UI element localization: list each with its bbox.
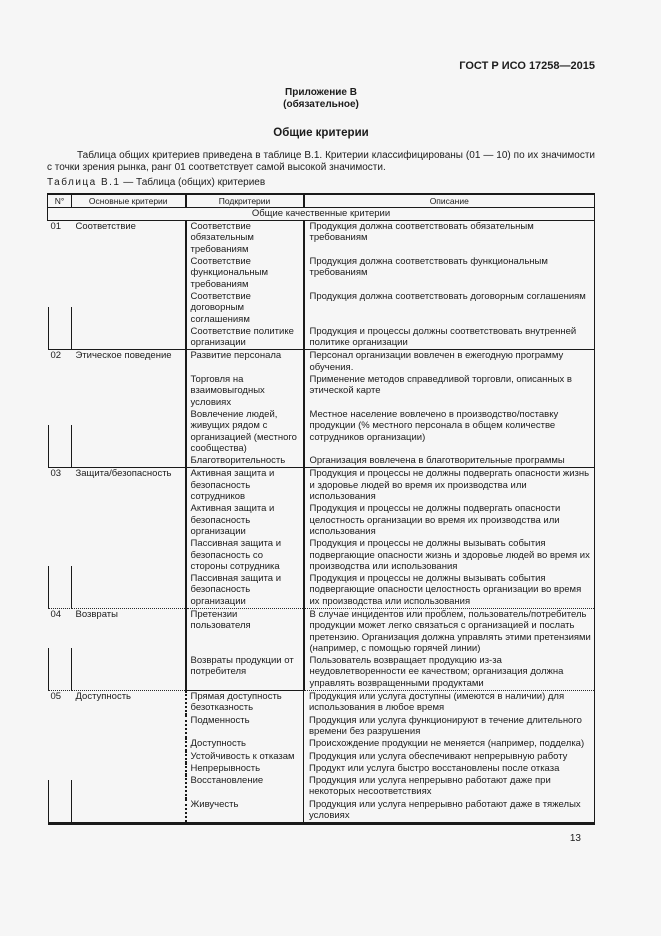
table-row [48, 691, 595, 715]
criterion-cell: Возвраты [72, 608, 186, 690]
subcriterion-cell: Соответствие функциональным требованиям [186, 256, 304, 291]
description-cell: Продукция должна соответствовать договорным соглашениям [309, 290, 586, 302]
subcriterion-cell: Претензии пользователя [186, 608, 304, 655]
page-number: 13 [569, 833, 581, 845]
criteria-table-header-row [48, 194, 595, 208]
description-cell: Продукция или услуга непрерывно работают даже при некоторых несоответствиях [309, 775, 551, 798]
subcriterion-cell: Соответствие договорным соглашениям [186, 291, 304, 326]
table-row [48, 350, 595, 374]
annex-title-block [47, 87, 595, 111]
column-header-3: Подкритерии [186, 194, 304, 208]
description-cell: Продукция должна соответствовать функциональным требованиям [309, 256, 548, 279]
subcriterion-cell: Благотворительность [186, 455, 304, 468]
description-cell: Продукция и процессы не должны вызывать события подвергающие опасности целостность организации во время их производства или использования [309, 573, 582, 607]
description-cell: Продукция и процессы должны соответствовать внутренней политике организации [309, 325, 577, 349]
subcriterion-cell: Активная защита и безопасность сотрудников [186, 468, 304, 503]
table-row [48, 468, 595, 503]
description-cell: Продукция и процессы не должны подвергать опасности целостность организации во время их производства или использования [309, 503, 561, 537]
table-section-row [48, 208, 595, 221]
annex-title: Приложение В [285, 87, 357, 98]
subcriterion-cell: Вовлечение людей, живущих рядом с организацией (местного сообщества) [186, 409, 304, 455]
description-cell: Продукция и процессы не должны подвергать опасности жизнь и здоровье людей во время их производства или использования [304, 468, 595, 503]
subcriterion-cell: Непрерывность [186, 763, 304, 775]
section-title: Общие критерии [273, 127, 369, 139]
description-cell: Продукция должна соответствовать обязательным требованиям [309, 221, 534, 244]
subcriterion-cell: Пассивная защита и безопасность организации [186, 573, 304, 608]
description-cell: Персонал организации вовлечен в ежегодную программу обучения. [304, 350, 595, 374]
subcriterion-cell: Пассивная защита и безопасность со стороны сотрудника [186, 538, 304, 573]
table-caption [47, 176, 595, 189]
subcriterion-cell: Доступность [186, 738, 304, 750]
subcriterion-cell: Торговля на взаимовыгодных условиях [186, 374, 304, 409]
description-cell: Продукция или услуга доступны (имеются в наличии) для использования в любое время [304, 691, 595, 715]
subcriterion-cell: Соответствие обязательным требованиям [186, 221, 304, 256]
subcriterion-cell: Возвраты продукции от потребителя [186, 655, 304, 690]
page-content [47, 0, 595, 844]
subcriterion-cell: Подменность [186, 715, 304, 739]
subcriterion-cell: Живучесть [186, 799, 304, 824]
criterion-cell: Соответствие [72, 221, 186, 350]
table-section-header: Общие качественные критерии [48, 208, 595, 221]
criterion-cell: Защита/безопасность [72, 468, 186, 609]
description-cell: Местное население вовлечено в производство/поставку продукции (% местного персонала в общем количестве сотрудников организации) [309, 408, 559, 443]
table-caption-label: Таблица В.1 [47, 177, 121, 189]
subcriterion-cell: Устойчивость к отказам [186, 751, 304, 763]
description-cell: Продукция или услуга функционируют в течение длительного времени без разрушения [309, 714, 582, 737]
row-number-cell: 03 [48, 468, 72, 609]
description-cell: Продукт или услуга быстро восстановлены после отказа [309, 762, 560, 774]
row-number-cell: 05 [48, 691, 72, 824]
description-cell: Организация вовлечена в благотворительные программы [309, 455, 565, 467]
row-number-cell: 04 [48, 608, 72, 690]
intro-paragraph: Таблица общих критериев приведена в таблице В.1. Критерии классифицированы (01 — 10) по их значимости с точки зрения рынка, ранг 01 соответствует самой высокой значимости. [47, 150, 595, 173]
criterion-cell: Этическое поведение [72, 350, 186, 468]
subcriterion-cell: Восстановление [186, 775, 304, 799]
row-number-cell: 02 [48, 350, 72, 468]
table-caption-text: — Таблица (общих) критериев [123, 177, 266, 189]
table-row [48, 221, 595, 256]
row-number-cell: 01 [48, 221, 72, 350]
description-cell: Продукция и процессы не должны вызывать события подвергающие опасности жизнь и здоровье людей во время их производства или использования [309, 538, 590, 572]
subcriterion-cell: Соответствие политике организации [186, 326, 304, 350]
column-header-2: Основные критерии [72, 194, 186, 208]
description-cell: Применение методов справедливой торговли, описанных в этической карте [309, 374, 572, 397]
table-row [48, 608, 595, 655]
description-cell: Пользователь возвращает продукцию из-за неудовлетворенности ее качеством; организация должна управлять возвращенными продуктами [309, 655, 564, 689]
description-cell: Продукция или услуга обеспечивают непрерывную работу [309, 750, 568, 762]
criterion-cell: Доступность [72, 691, 186, 824]
description-cell: В случае инцидентов или проблем, пользователь/потребитель продукции может легко связаться с организацией и послать претензию. Организация должна управлять этими претензиями (например, с помощью горячей линии) [304, 608, 595, 655]
criteria-table-body [48, 208, 595, 824]
subcriterion-cell: Активная защита и безопасность организации [186, 503, 304, 538]
standard-number: ГОСТ Р ИСО 17258—2015 [459, 60, 595, 72]
column-header-1: N° [48, 194, 72, 208]
subcriterion-cell: Прямая доступность безотказность [186, 691, 304, 715]
description-cell: Продукция или услуга непрерывно работают даже в тяжелых условиях [309, 798, 581, 822]
criteria-table [47, 193, 595, 825]
column-header-4: Описание [304, 194, 595, 208]
annex-subtitle: (обязательное) [283, 99, 359, 110]
subcriterion-cell: Развитие персонала [186, 350, 304, 374]
description-cell: Происхождение продукции не меняется (например, подделка) [309, 738, 585, 750]
